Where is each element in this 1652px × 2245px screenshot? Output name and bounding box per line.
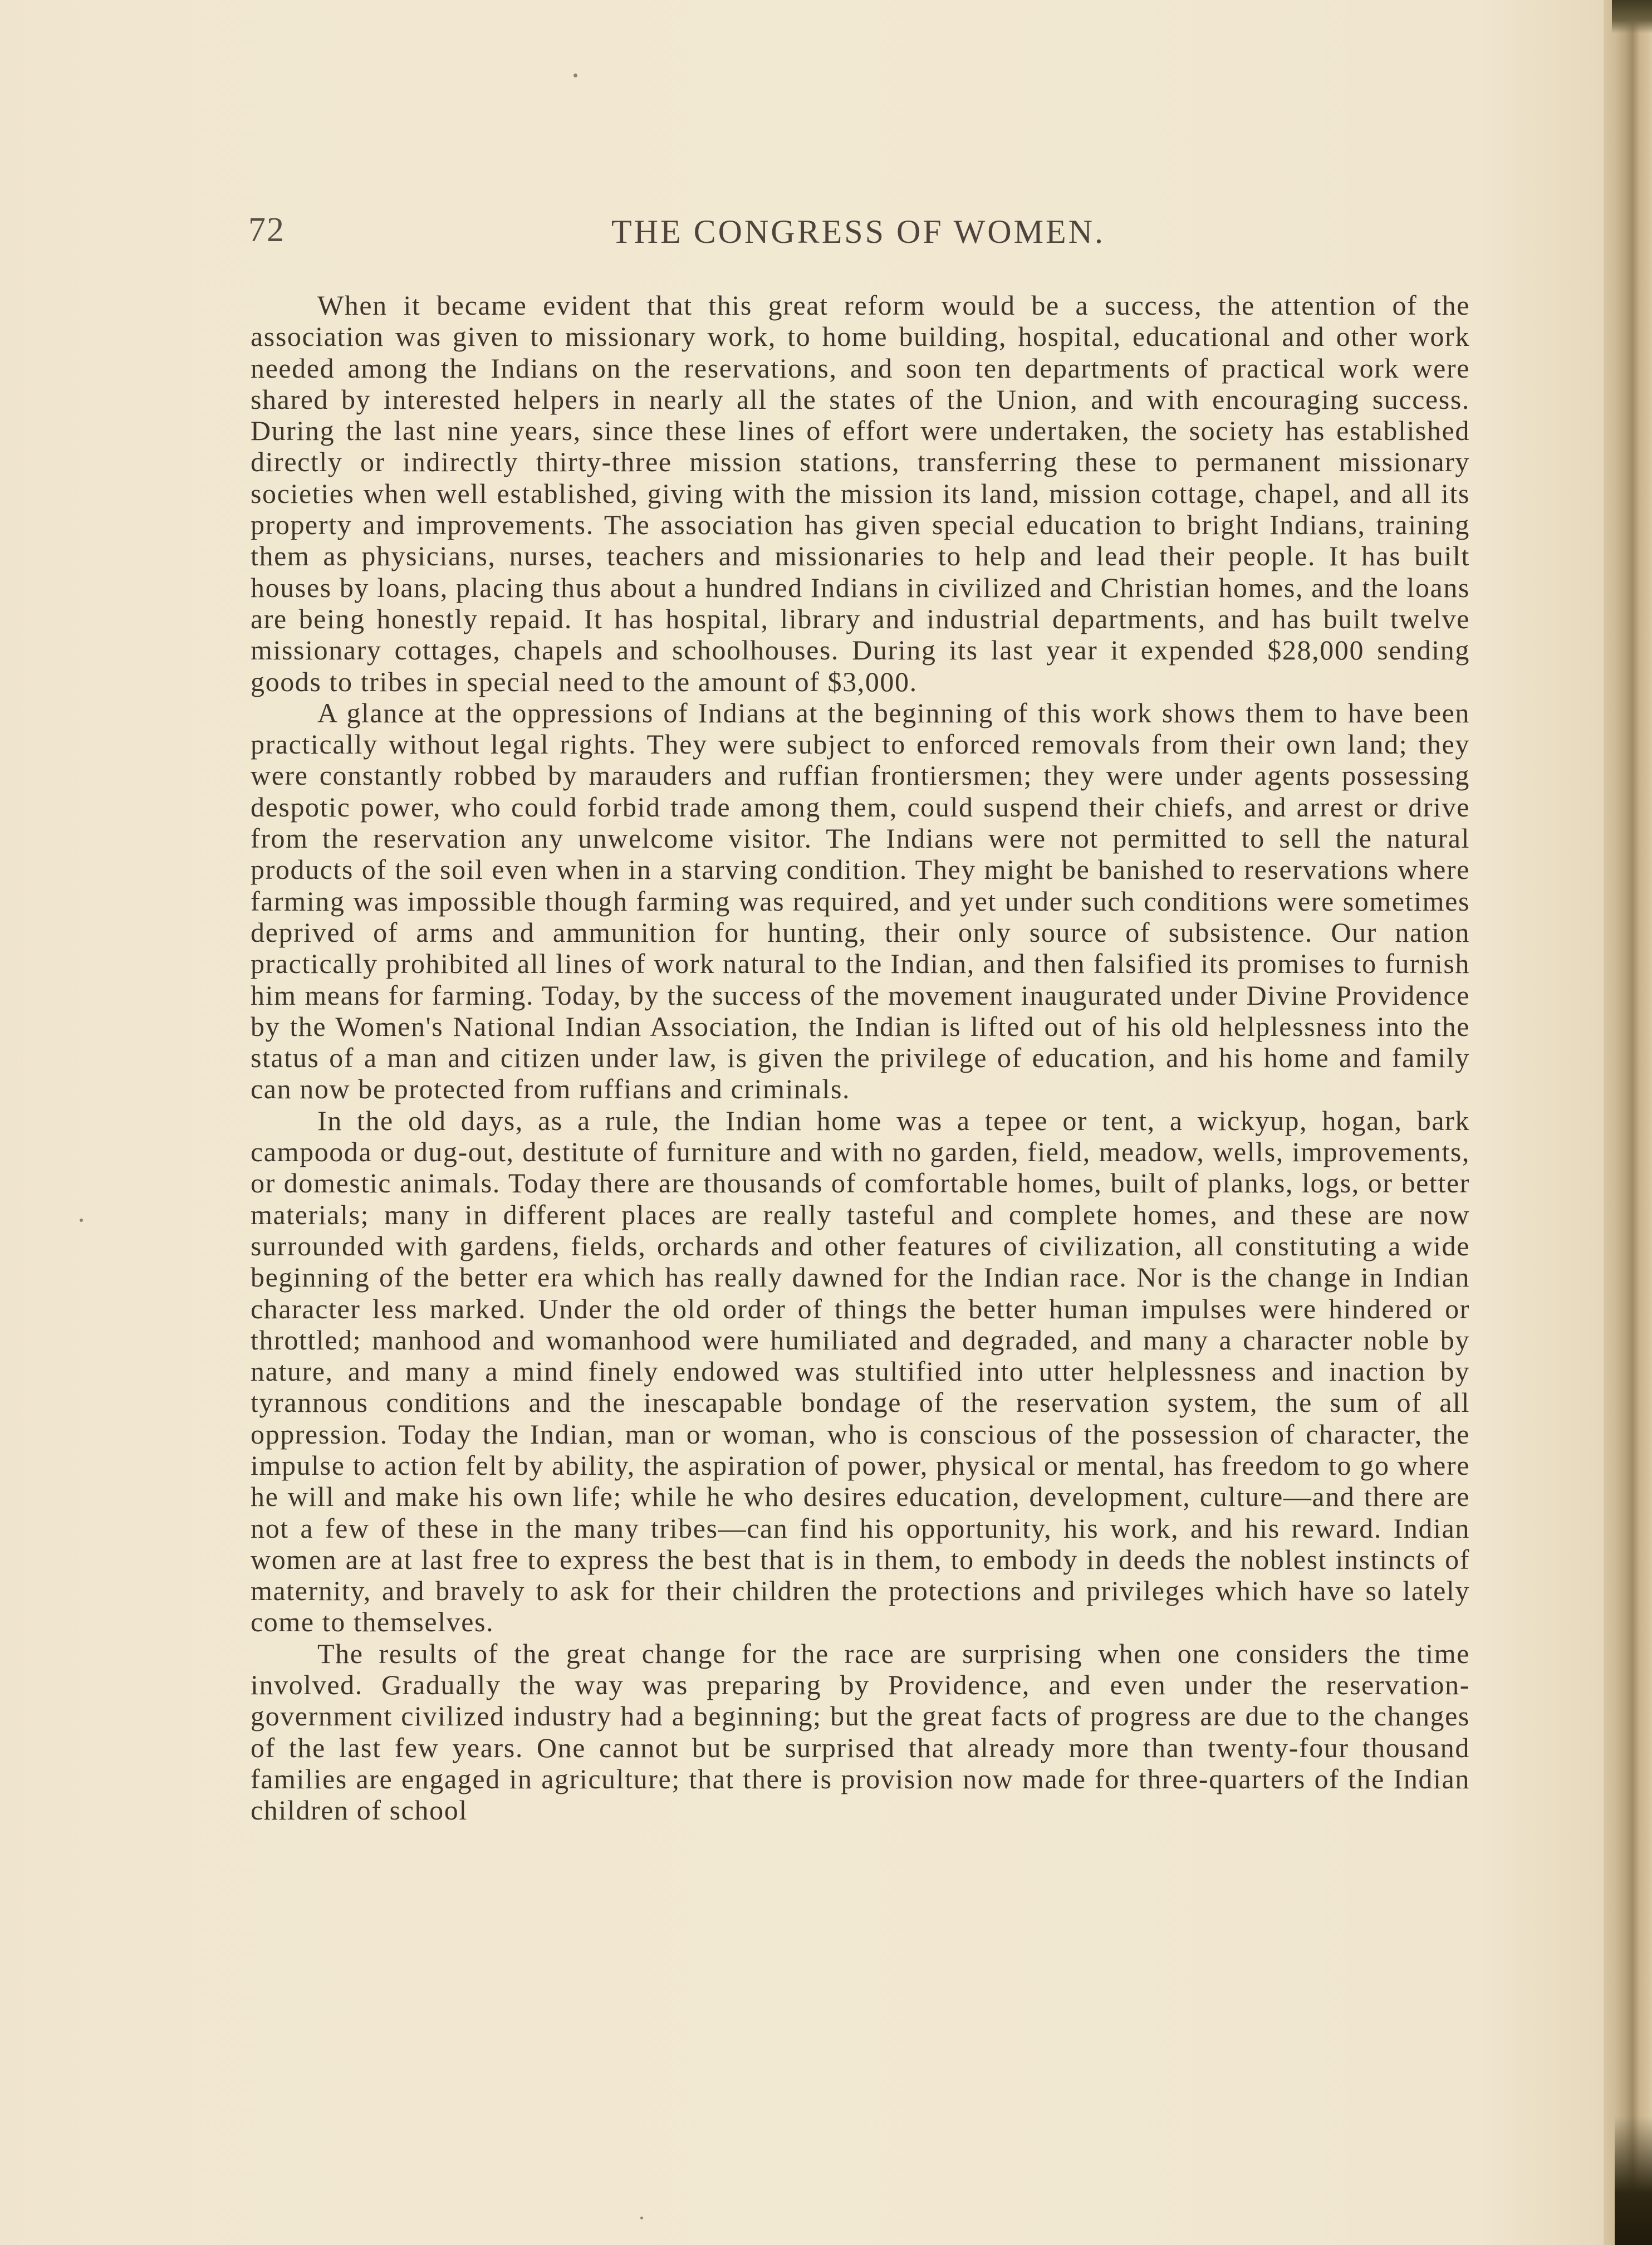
paper-speck [640,2217,643,2219]
page-edge [1604,0,1652,2245]
binding-shadow-bottom [1615,2116,1652,2245]
paper-speck [573,74,577,77]
paragraph-1: When it became evident that this great reform would be a success, the attention of the association was given to missionary work, to home building, hospital, educational and other work needed among the Indians on the reservations, and soon ten departments of practical work were shared by interested helpers in nearly all the states of the Union, and with encouraging success. During the last nine years, since these lines of effort were undertaken, the society has established directly or indirectly thirty-three mission stations, transferring these to permanent missionary societies when well established, giving with the mission its land, mission cottage, chapel, and all its property and improvements. The association has given special education to bright Indians, training them as physicians, nurses, teachers and missionaries to help and lead their people. It has built houses by loans, placing thus about a hundred Indians in civilized and Christian homes, and the loans are being honestly repaid. It has hospital, library and industrial departments, and has built twelve missionary cottages, chapels and schoolhouses. During its last year it expended $28,000 sending goods to tribes in special need to the amount of $3,000. [251,290,1470,697]
body-text [251,290,1470,1826]
running-title: THE CONGRESS OF WOMEN. [611,213,1105,250]
paragraph-3: In the old days, as a rule, the Indian home was a tepee or tent, a wickyup, hogan, bark campooda or dug-out, destitute of furniture and with no garden, field, meadow, wells, improvements, or domestic animals. Today there are thousands of comfortable homes, built of planks, logs, or better materials; many in different places are really tasteful and complete homes, and these are now surrounded with gardens, fields, orchards and other features of civilization, all constituting a wide beginning of the better era which has really dawned for the Indian race. Nor is the change in Indian character less marked. Under the old order of things the better human impulses were hindered or throttled; manhood and womanhood were humiliated and degraded, and many a character noble by nature, and many a mind finely endowed was stultified into utter helplessness and inaction by tyrannous conditions and the inescapable bondage of the reservation system, the sum of all oppression. Today the Indian, man or woman, who is conscious of the possession of character, the impulse to action felt by ability, the aspiration of power, physical or mental, has freedom to go where he will and make his own life; while he who desires education, development, culture—and there are not a few of these in the many tribes—can find his opportunity, his work, and his reward. Indian women are at last free to express the best that is in them, to embody in deeds the noblest instincts of maternity, and bravely to ask for their children the protections and privileges which have so lately come to themselves. [251,1104,1470,1638]
page-number: 72 [248,211,285,249]
paragraph-4: The results of the great change for the race are surprising when one considers the time involved. Gradually the way was preparing by Providence, and even under the reservation-government civilized industry had a beginning; but the great facts of progress are due to the changes of the last few years. One cannot but be surprised that already more than twenty-four thousand families are engaged in agriculture; that there is provision now made for three-quarters of the Indian children of school [251,1637,1470,1826]
paragraph-2: A glance at the oppressions of Indians at the beginning of this work shows them to have been practically without legal rights. They were subject to enforced removals from their own land; they were constantly robbed by marauders and ruffian frontiersmen; they were under agents possessing despotic power, who could forbid trade among them, could suspend their chiefs, and arrest or drive from the reservation any unwelcome visitor. The Indians were not permitted to sell the natural products of the soil even when in a starving condition. They might be banished to reservations where farming was impossible though farming was required, and yet under such conditions were sometimes deprived of arms and ammunition for hunting, their only source of subsistence. Our nation practically prohibited all lines of work natural to the Indian, and then falsified its promises to furnish him means for farming. Today, by the success of the movement inaugurated under Divine Providence by the Women's National Indian Association, the Indian is lifted out of his old helplessness into the status of a man and citizen under law, is given the privilege of education, and his home and family can now be protected from ruffians and criminals. [251,697,1470,1105]
paper-speck [80,1219,83,1222]
binding-shadow-top [1612,0,1652,33]
